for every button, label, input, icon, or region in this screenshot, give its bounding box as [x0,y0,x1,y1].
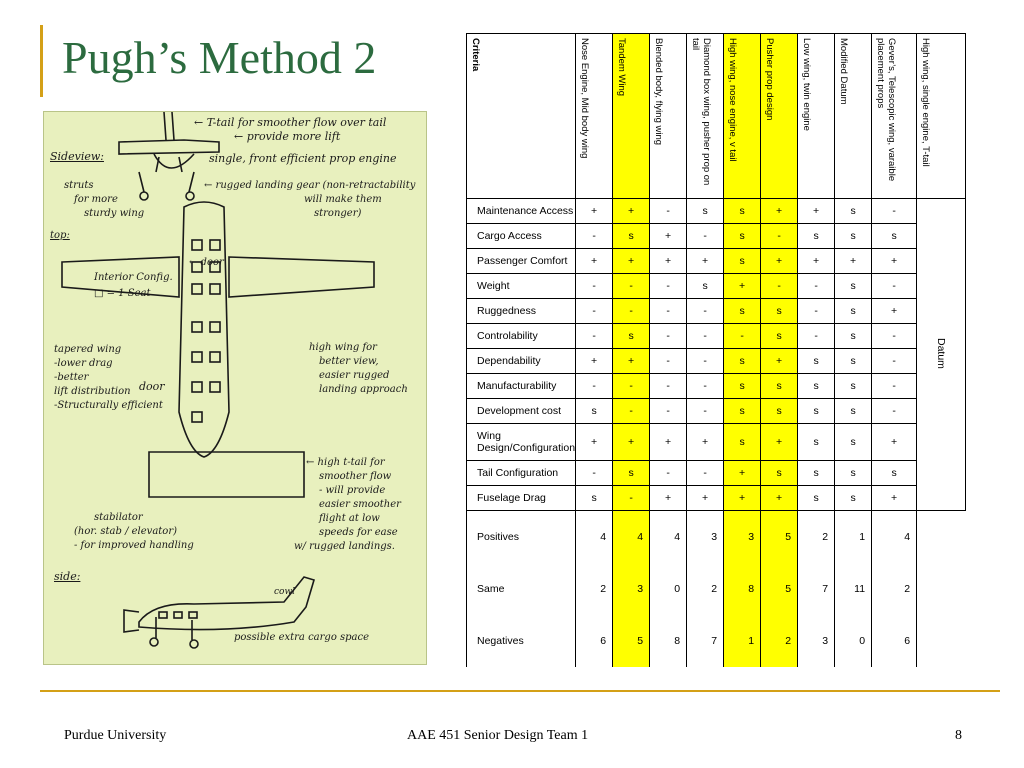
table-row [467,424,966,461]
score-cell: + [650,486,687,511]
sketch-note: stronger) [314,208,362,219]
score-cell: - [687,324,724,349]
total-cell: 4 [650,511,687,564]
column-header-design: Gever’s, Telescopic wing, varaible placement props [872,34,917,199]
totals-empty-cell [917,511,966,564]
score-cell: s [798,399,835,424]
score-cell: s [872,461,917,486]
criteria-label: Wing Design/Configuration [467,424,576,461]
score-cell: - [576,461,613,486]
sketch-note: side: [54,570,81,583]
score-cell: s [761,399,798,424]
total-cell: 4 [872,511,917,564]
totals-label: Negatives [467,615,576,667]
score-cell: + [724,486,761,511]
datum-cell [917,199,966,511]
footer-university: Purdue University [64,728,167,743]
title-accent-bar [40,25,43,97]
column-header-design: Diamond box wing, pusher prop on tail [687,34,724,199]
score-cell: + [576,249,613,274]
column-header-datum: High wing, single engine, T-tail [917,34,966,199]
sketch-note: door [139,380,165,393]
score-cell: s [835,299,872,324]
score-cell: s [835,324,872,349]
score-cell: s [613,461,650,486]
totals-label: Same [467,563,576,615]
total-cell: 2 [872,563,917,615]
table-row [467,199,966,224]
score-cell: - [650,324,687,349]
table-row [467,324,966,349]
score-cell: s [835,424,872,461]
sketch-note: single, front efficient prop engine [209,152,397,165]
totals-row [467,511,966,564]
score-cell: - [613,299,650,324]
score-cell: + [650,424,687,461]
totals-row [467,615,966,667]
sketch-note: cowl [274,587,296,597]
sketch-note: possible extra cargo space [234,632,370,643]
score-cell: s [687,199,724,224]
score-cell: - [872,374,917,399]
score-cell: s [798,486,835,511]
criteria-label: Fuselage Drag [467,486,576,511]
total-cell: 8 [724,563,761,615]
sketch-note: ← provide more lift [234,130,341,143]
score-cell: s [724,249,761,274]
score-cell: + [613,199,650,224]
score-cell: - [650,349,687,374]
score-cell: + [650,249,687,274]
score-cell: s [724,299,761,324]
total-cell: 5 [761,511,798,564]
score-cell: - [798,324,835,349]
score-cell: - [650,374,687,399]
total-cell: 3 [798,615,835,667]
totals-empty-cell [917,563,966,615]
score-cell: s [687,274,724,299]
pugh-matrix-table [466,33,966,667]
total-cell: 0 [835,615,872,667]
sketch-note: - will provide [319,485,386,496]
score-cell: s [724,399,761,424]
score-cell: s [613,224,650,249]
column-header-criteria: Criteria [467,34,576,199]
criteria-label: Manufacturability [467,374,576,399]
score-cell: - [613,486,650,511]
score-cell: s [798,461,835,486]
score-cell: - [576,374,613,399]
total-cell: 6 [872,615,917,667]
score-cell: - [872,399,917,424]
score-cell: s [835,199,872,224]
sketch-note: for more [74,194,118,205]
slide-title: Pugh’s Method 2 [62,32,377,83]
column-header-design: Blended body, flying wing [650,34,687,199]
score-cell: + [650,224,687,249]
score-cell: - [687,299,724,324]
total-cell: 3 [687,511,724,564]
criteria-label: Controlability [467,324,576,349]
score-cell: s [761,299,798,324]
score-cell: - [650,199,687,224]
footer-divider [40,690,1000,692]
sketch-note: sturdy wing [84,208,145,219]
score-cell: s [835,349,872,374]
total-cell: 5 [613,615,650,667]
score-cell: + [872,299,917,324]
score-cell: s [724,374,761,399]
totals-row [467,563,966,615]
sketch-note: w/ rugged landings. [294,541,395,552]
score-cell: + [687,486,724,511]
sketch-note: top: [50,230,70,241]
score-cell: + [761,486,798,511]
score-cell: s [835,274,872,299]
score-cell: - [650,299,687,324]
sketch-note: easier smoother [319,499,401,510]
table-row [467,374,966,399]
column-header-design: Nose Engine, Mid body wing [576,34,613,199]
score-cell: - [761,274,798,299]
sketch-note: easier rugged [319,370,390,381]
score-cell: - [650,399,687,424]
criteria-label: Maintenance Access [467,199,576,224]
sketch-note: Interior Config. [94,272,173,283]
sketch-note: ← door [189,257,224,268]
page-number: 8 [955,728,962,743]
criteria-label: Cargo Access [467,224,576,249]
total-cell: 1 [724,615,761,667]
score-cell: + [872,249,917,274]
score-cell: - [798,299,835,324]
score-cell: s [761,324,798,349]
sketch-note: (hor. stab / elevator) [74,526,178,537]
criteria-label: Weight [467,274,576,299]
column-header-design: High wing, nose engine, v tail [724,34,761,199]
totals-empty-cell [917,615,966,667]
total-cell: 7 [798,563,835,615]
total-cell: 2 [687,563,724,615]
total-cell: 2 [798,511,835,564]
table-row [467,299,966,324]
sketch-note: landing approach [319,384,408,395]
table-row [467,224,966,249]
score-cell: s [761,374,798,399]
table-row [467,461,966,486]
table-row [467,274,966,299]
total-cell: 6 [576,615,613,667]
total-cell: 4 [613,511,650,564]
score-cell: - [613,274,650,299]
sketch-note: struts [64,180,94,191]
sketch-note: lift distribution [54,386,131,397]
score-cell: - [761,224,798,249]
total-cell: 7 [687,615,724,667]
sketch-note: Sideview: [50,150,104,163]
sketch-note: -Structurally efficient [54,400,163,411]
score-cell: - [613,399,650,424]
criteria-label: Dependability [467,349,576,374]
score-cell: - [724,324,761,349]
table-row [467,399,966,424]
score-cell: + [798,249,835,274]
total-cell: 1 [835,511,872,564]
table-row [467,349,966,374]
sketch-note: -better [54,372,89,383]
total-cell: 11 [835,563,872,615]
score-cell: - [872,274,917,299]
total-cell: 0 [650,563,687,615]
column-header-design: Low wing, twin engine [798,34,835,199]
total-cell: 3 [613,563,650,615]
score-cell: - [872,349,917,374]
score-cell: s [835,399,872,424]
score-cell: - [798,274,835,299]
score-cell: s [872,224,917,249]
score-cell: s [835,461,872,486]
score-cell: s [798,374,835,399]
total-cell: 5 [761,563,798,615]
score-cell: - [576,324,613,349]
score-cell: + [724,461,761,486]
column-header-design: Pusher prop design [761,34,798,199]
score-cell: + [872,424,917,461]
score-cell: + [761,424,798,461]
score-cell: + [576,424,613,461]
score-cell: s [835,374,872,399]
total-cell: 4 [576,511,613,564]
score-cell: - [576,224,613,249]
score-cell: s [798,424,835,461]
score-cell: s [576,486,613,511]
criteria-label: Ruggedness [467,299,576,324]
sketch-note: ← high t-tail for [306,457,385,468]
score-cell: + [872,486,917,511]
table-row [467,249,966,274]
score-cell: - [650,274,687,299]
score-cell: - [576,299,613,324]
footer-team: AAE 451 Senior Design Team 1 [407,728,589,743]
sketch-note: better view, [319,356,379,367]
criteria-label: Development cost [467,399,576,424]
sketch-note: ← T-tail for smoother flow over tail [194,116,387,129]
score-cell: + [613,249,650,274]
score-cell: s [724,349,761,374]
score-cell: + [761,199,798,224]
sketch-note: stabilator [94,512,143,523]
sketch-note: flight at low [319,513,380,524]
score-cell: s [798,224,835,249]
score-cell: s [576,399,613,424]
sketch-note: - for improved handling [74,540,194,551]
sketch-note: -lower drag [54,358,113,369]
score-cell: + [798,199,835,224]
criteria-label: Passenger Comfort [467,249,576,274]
sketch-note: smoother flow [319,471,392,482]
score-cell: s [798,349,835,374]
aircraft-sketch [43,111,427,665]
sketch-note: high wing for [309,342,377,353]
score-cell: - [687,224,724,249]
score-cell: - [613,374,650,399]
totals-label: Positives [467,511,576,564]
score-cell: - [687,461,724,486]
score-cell: - [872,324,917,349]
criteria-label: Tail Configuration [467,461,576,486]
score-cell: s [613,324,650,349]
sketch-note: tapered wing [54,344,122,355]
score-cell: + [687,424,724,461]
score-cell: + [576,199,613,224]
sketch-note: ← rugged landing gear (non-retractability [204,180,416,191]
score-cell: + [835,249,872,274]
score-cell: + [724,274,761,299]
score-cell: s [724,224,761,249]
score-cell: s [835,486,872,511]
score-cell: - [576,274,613,299]
score-cell: s [724,424,761,461]
score-cell: + [576,349,613,374]
total-cell: 8 [650,615,687,667]
score-cell: + [761,249,798,274]
datum-label: Datum [935,337,948,369]
column-header-design: Tandem Wing [613,34,650,199]
column-header-design: Modified Datum [835,34,872,199]
total-cell: 2 [576,563,613,615]
total-cell: 2 [761,615,798,667]
score-cell: + [613,424,650,461]
score-cell: - [687,399,724,424]
score-cell: - [687,349,724,374]
score-cell: - [872,199,917,224]
score-cell: - [650,461,687,486]
score-cell: s [761,461,798,486]
score-cell: + [613,349,650,374]
score-cell: + [687,249,724,274]
table-row [467,486,966,511]
sketch-note: will make them [304,194,382,205]
total-cell: 3 [724,511,761,564]
score-cell: - [687,374,724,399]
score-cell: s [724,199,761,224]
score-cell: s [835,224,872,249]
score-cell: + [761,349,798,374]
sketch-note: speeds for ease [319,527,398,538]
sketch-note: □ = 1 Seat [94,288,151,299]
